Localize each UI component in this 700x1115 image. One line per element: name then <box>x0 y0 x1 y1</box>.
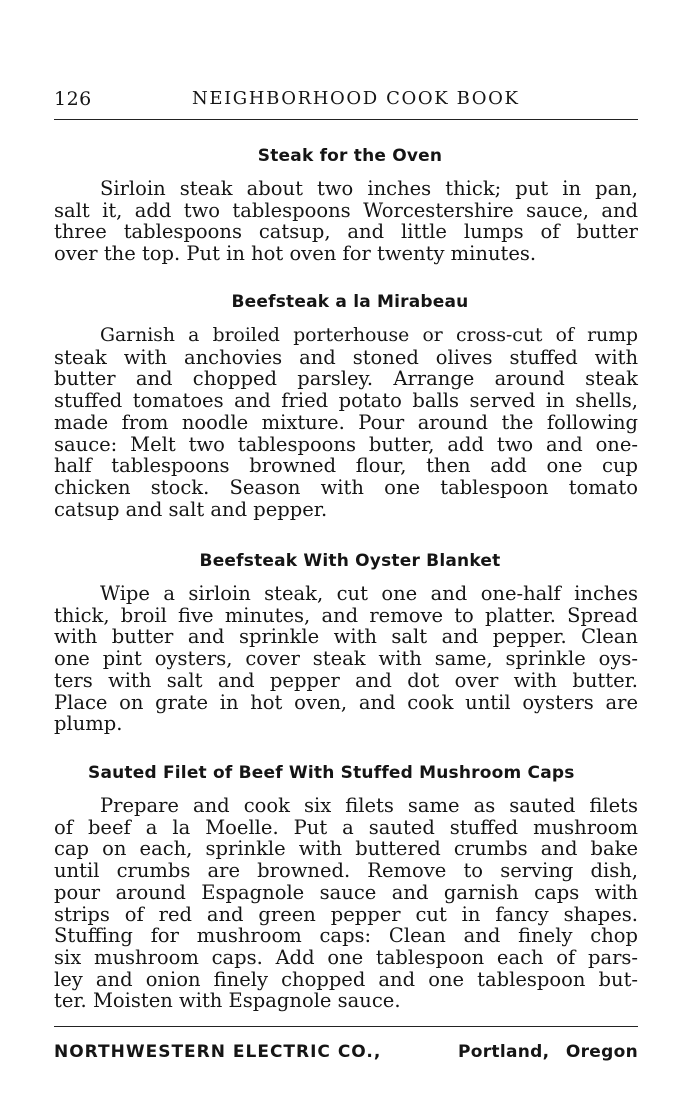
text-line: cap on each, sprinkle with buttered crumbs and bake <box>54 837 638 861</box>
text-line: of beef a la Moelle. Put a sauted stuffed mushroom <box>54 815 638 839</box>
text-line: Wipe a sirloin steak, cut one and one-half inches <box>100 582 638 605</box>
text-line: plump. <box>54 712 123 736</box>
text-line: ters with salt and pepper and dot over with butter. <box>54 668 638 692</box>
text-line: catsup and salt and pepper. <box>54 497 328 521</box>
text-line: thick, broil five minutes, and remove to platter. Spread <box>54 603 638 627</box>
recipe-body-sauted-filet-mushroom-caps <box>54 795 638 1012</box>
text-line: Place on grate in hot oven, and cook until oysters are <box>54 690 638 714</box>
footer-rule <box>54 1026 638 1027</box>
recipe-body-steak-for-the-oven <box>54 178 638 265</box>
recipe-body-beefsteak-mirabeau <box>54 325 638 520</box>
footer-city: Portland, <box>458 1042 550 1062</box>
text-line: stuffed tomatoes and fried potato balls served in shells, <box>54 389 638 413</box>
footer-company: NORTHWESTERN ELECTRIC CO., <box>54 1042 382 1062</box>
text-line: until crumbs are browned. Remove to serving dish, <box>54 859 638 883</box>
text-line: butter and chopped parsley. Arrange around steak <box>54 367 638 391</box>
text-line: chicken stock. Season with one tablespoon tomato <box>54 475 638 499</box>
text-line: sauce: Melt two tablespoons butter, add two and one- <box>54 432 638 456</box>
recipe-title-beefsteak-mirabeau: Beefsteak a la Mirabeau <box>231 292 469 312</box>
text-line: Sirloin steak about two inches thick; put in pan, <box>100 177 638 200</box>
recipe-body-beefsteak-oyster-blanket <box>54 583 638 735</box>
text-line: Garnish a broiled porterhouse or cross-cut of rump <box>100 325 638 346</box>
recipe-title-beefsteak-oyster-blanket: Beefsteak With Oyster Blanket <box>199 551 501 571</box>
text-line: ley and onion finely chopped and one tablespoon but- <box>54 967 638 991</box>
text-line: six mushroom caps. Add one tablespoon each of pars- <box>54 945 638 969</box>
book-title: NEIGHBORHOOD COOK BOOK <box>192 88 520 109</box>
text-line: with butter and sprinkle with salt and pepper. Clean <box>54 625 638 649</box>
footer-state: Oregon <box>565 1042 638 1062</box>
header-rule <box>54 119 638 120</box>
text-line: salt it, add two tablespoons Worcestershire sauce, and <box>54 198 638 222</box>
text-line: made from noodle mixture. Pour around the following <box>54 410 638 434</box>
text-line: one pint oysters, cover steak with same, sprinkle oys- <box>54 647 638 671</box>
text-line: three tablespoons catsup, and little lumps of butter <box>54 220 638 244</box>
page-number: 126 <box>54 88 92 110</box>
running-head <box>54 88 638 116</box>
text-line: ter. Moisten with Espagnole sauce. <box>54 989 401 1013</box>
text-line: Prepare and cook six filets same as sauted filets <box>100 794 638 817</box>
text-line: steak with anchovies and stoned olives stuffed with <box>54 345 638 369</box>
text-line: half tablespoons browned flour, then add one cup <box>54 454 638 478</box>
recipe-title-sauted-filet-mushroom-caps: Sauted Filet of Beef With Stuffed Mushroom Caps <box>88 763 575 783</box>
recipe-title-steak-for-the-oven: Steak for the Oven <box>257 146 443 166</box>
text-line: pour around Espagnole sauce and garnish caps with <box>54 880 638 904</box>
text-line: over the top. Put in hot oven for twenty minutes. <box>54 242 537 266</box>
page-footer <box>54 1042 638 1068</box>
text-line: Stuffing for mushroom caps: Clean and finely chop <box>54 924 638 948</box>
text-line: strips of red and green pepper cut in fancy shapes. <box>54 902 638 926</box>
